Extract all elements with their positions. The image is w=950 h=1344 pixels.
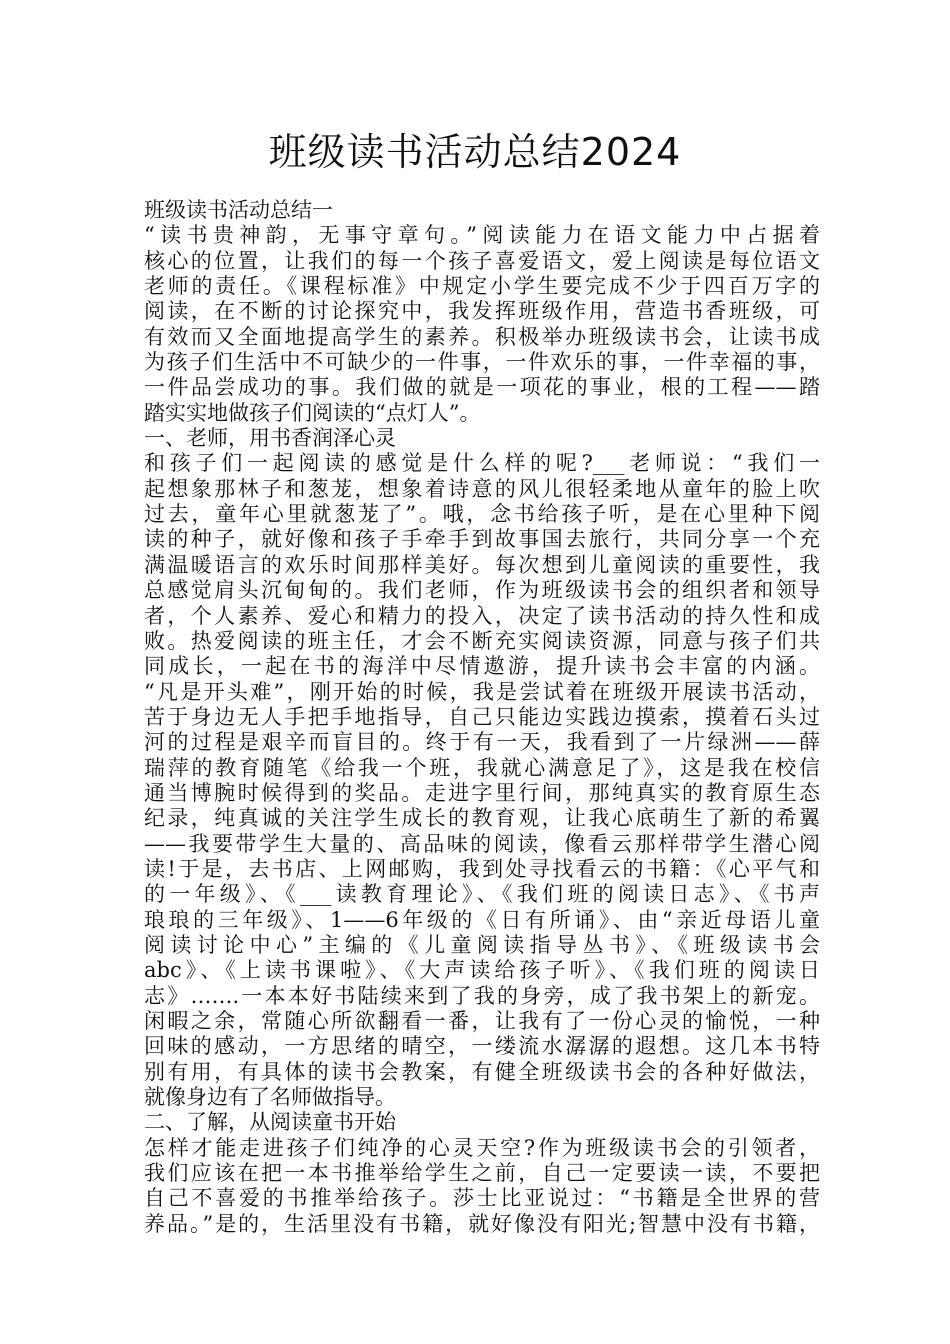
text-line: 纪录，纯真诚的关注学生成长的教育观，让我心底萌生了新的希翼	[144, 806, 820, 831]
text-line: 总感觉肩头沉甸甸的。我们老师，作为班级读书会的组织者和领导	[144, 578, 820, 603]
text-line: 自己不喜爱的书推举给孩子。莎士比亚说过：“书籍是全世界的营	[144, 1186, 820, 1211]
text-line: 的一年级》、《___读教育理论》、《我们班的阅读日志》、《书声	[144, 882, 820, 907]
text-line: 有效而又全面地提高学生的素养。积极举办班级读书会，让读书成	[144, 324, 820, 349]
text-line: 起想象那林子和葱茏，想象着诗意的风儿很轻柔地从童年的脸上吹	[144, 476, 820, 501]
text-line: 通当博腕时候得到的奖品。走进字里行间，那纯真实的教育原生态	[144, 780, 820, 805]
text-line: 瑞萍的教育随笔《给我一个班，我就心满意足了》，这是我在校信	[144, 755, 820, 780]
text-line: 一件品尝成功的事。我们做的就是一项花的事业，根的工程——踏	[144, 375, 820, 400]
text-line: 读的种子，就好像和孩子手牵手到故事国去旅行，共同分享一个充	[144, 527, 820, 552]
text-line: 阅读讨论中心”主编的《儿童阅读指导丛书》、《班级读书会	[144, 932, 820, 957]
section-heading: 班级读书活动总结一	[144, 198, 333, 222]
text-line: 为孩子们生活中不可缺少的一件事，一件欢乐的事，一件幸福的事，	[144, 350, 820, 375]
text-line: abc》、《上读书课啦》、《大声读给孩子听》、《我们班的阅读日	[144, 958, 820, 983]
text-line: 读!于是，去书店、上网邮购，我到处寻找看云的书籍：《心平气和	[144, 856, 820, 881]
text-line: 老师的责任。《课程标准》中规定小学生要完成不少于四百万字的	[144, 274, 820, 299]
text-line: 核心的位置，让我们的每一个孩子喜爱语文，爱上阅读是每位语文	[144, 248, 820, 273]
text-line: 过去，童年心里就葱茏了”。哦，念书给孩子听，是在心里种下阅	[144, 502, 820, 527]
text-line: 我们应该在把一本书推举给学生之前，自己一定要读一读，不要把	[144, 1161, 820, 1186]
text-line: 踏实实地做孩子们阅读的“点灯人”。	[144, 400, 481, 425]
text-line: 阅读，在不断的讨论探究中，我发挥班级作用，营造书香班级，可	[144, 299, 820, 324]
document-body	[144, 198, 820, 1237]
text-line: 别有用，有具体的读书会教案，有健全班级读书会的各种好做法，	[144, 1059, 820, 1084]
text-line: 志》…….一本本好书陆续来到了我的身旁，成了我书架上的新宠。	[144, 983, 820, 1008]
text-line: 怎样才能走进孩子们纯净的心灵天空?作为班级读书会的引领者，	[144, 1135, 820, 1160]
text-line: 者，个人素养、爱心和精力的投入，决定了读书活动的持久性和成	[144, 603, 820, 628]
text-line: 苦于身边无人手把手地指导，自己只能边实践边摸索，摸着石头过	[144, 704, 820, 729]
text-line: 满温暖语言的欢乐时间那样美好。每次想到儿童阅读的重要性，我	[144, 552, 820, 577]
text-line: ——我要带学生大量的、高品味的阅读，像看云那样带学生潜心阅	[144, 831, 820, 856]
document-title: 班级读书活动总结2024	[268, 130, 682, 174]
section-heading: 二、了解，从阅读童书开始	[144, 1110, 396, 1135]
text-line: “读书贵神韵，无事守章句。”阅读能力在语文能力中占据着	[144, 223, 820, 248]
text-line: 和孩子们一起阅读的感觉是什么样的呢?___老师说：“我们一	[144, 451, 820, 476]
text-line: 败。热爱阅读的班主任，才会不断充实阅读资源，同意与孩子们共	[144, 628, 820, 653]
text-line: 闲暇之余，常随心所欲翻看一番，让我有了一份心灵的愉悦，一种	[144, 1009, 820, 1033]
text-line: 回味的感动，一方思绪的晴空，一缕流水潺潺的遐想。这几本书特	[144, 1034, 820, 1059]
section-heading: 一、老师，用书香润泽心灵	[144, 426, 396, 451]
text-line: 养品。”是的，生活里没有书籍，就好像没有阳光;智慧中没有书籍，	[144, 1211, 820, 1236]
text-line: 琅琅的三年级》、1——6年级的《日有所诵》、由“亲近母语儿童	[144, 907, 820, 932]
text-line: 河的过程是艰辛而盲目的。终于有一天，我看到了一片绿洲——薛	[144, 730, 820, 755]
text-line: “凡是开头难”，刚开始的时候，我是尝试着在班级开展读书活动，	[144, 679, 820, 704]
text-line: 就像身边有了名师做指导。	[144, 1085, 396, 1110]
text-line: 同成长，一起在书的海洋中尽情遨游，提升读书会丰富的内涵。	[144, 654, 820, 679]
